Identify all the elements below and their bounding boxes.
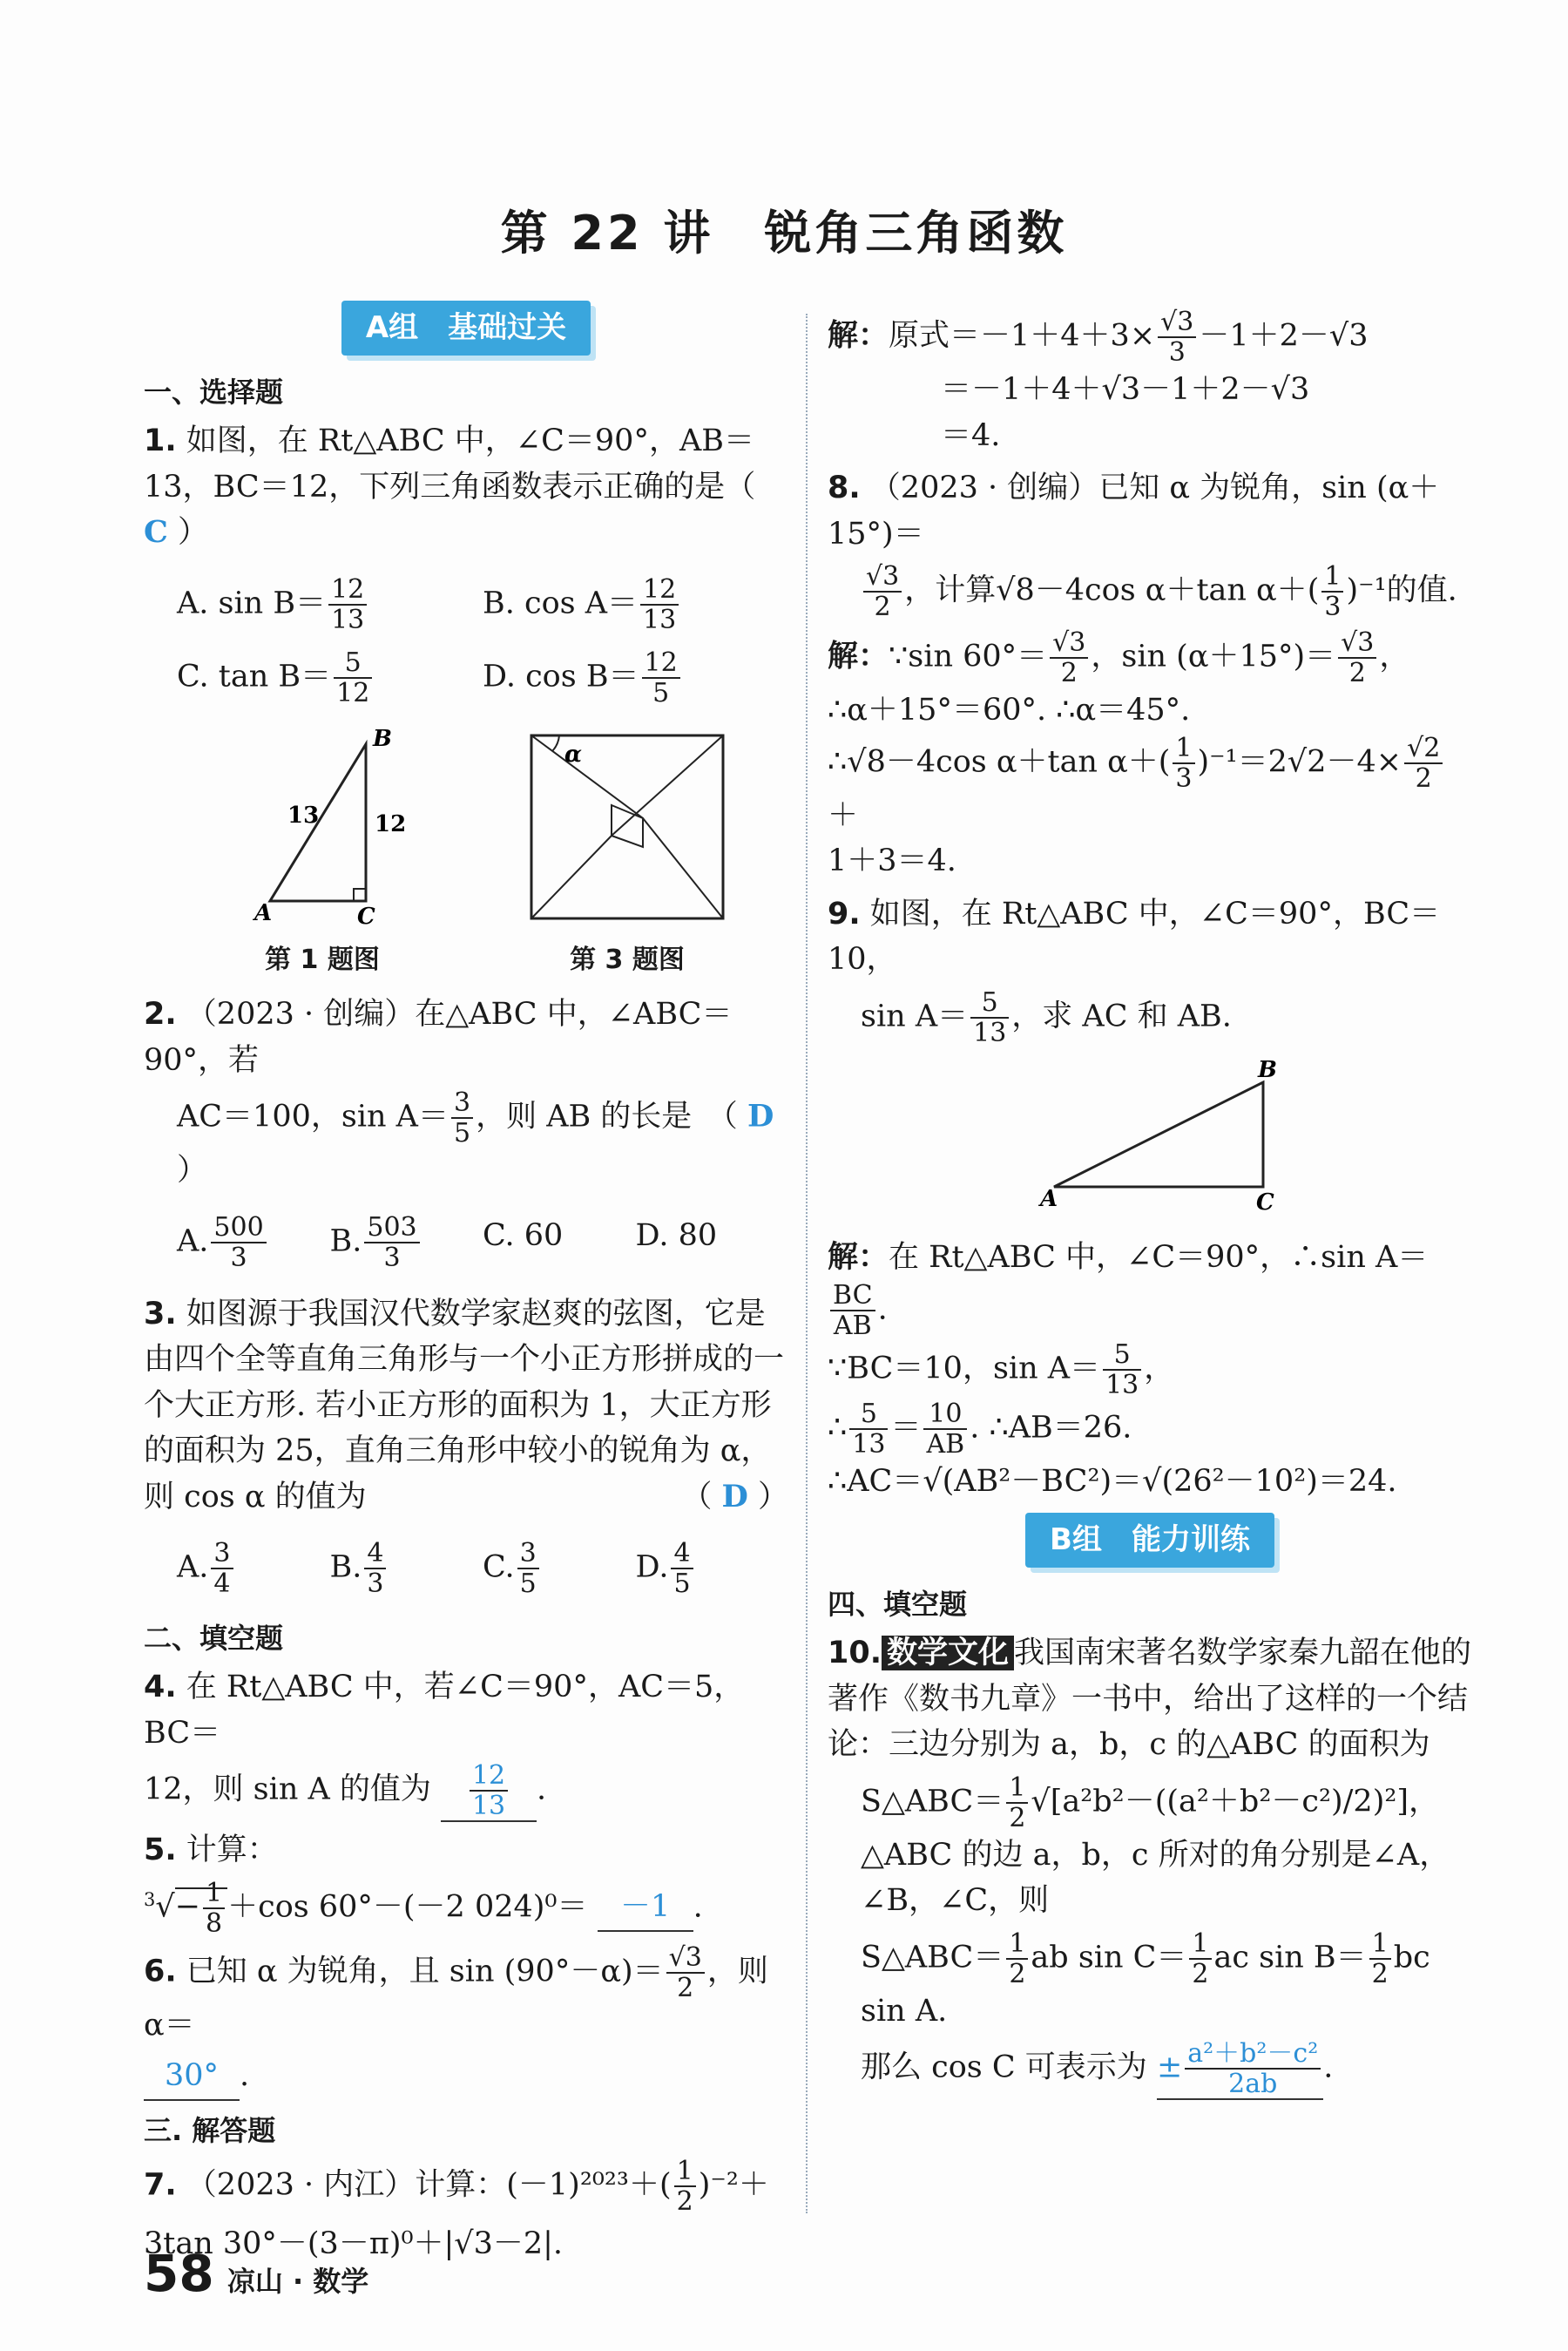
question-4-line2: 12，则 sin A 的值为 $\frac{12}{13}$ .: [144, 1760, 547, 1821]
question-7-line2: 3tan 30°－(3－π)⁰＋|√3－2|.: [144, 2226, 564, 2261]
question-2-line2: AC＝100，sin A＝ $\frac{3}{5}$ ，则 AB 的长是 （ D ）: [177, 1087, 774, 1188]
q3-option-a: A. $\frac{3}{4}$: [177, 1539, 330, 1598]
q1-text: 如图，在 Rt△ABC 中，∠C＝90°，AB＝13，BC＝12，下列三角函数表示正确的是（: [144, 423, 756, 505]
q10-question: 那么 cos C 可表示为 ± $\frac{\text{a²＋b²－c²}}{2ab}$ .: [861, 2038, 1334, 2099]
question-8: 8. （2023 · 创编）已知 α 为锐角，sin (α＋15°)＝: [828, 471, 1440, 552]
question-9: 9. 如图，在 Rt△ABC 中，∠C＝90°，BC＝10，: [828, 896, 1441, 977]
figure-1-caption: 第 1 题图: [265, 945, 380, 975]
q9-solution: 解：在 Rt△ABC 中，∠C＝90°，∴sin A＝ $\frac{BC}{AB}$ . ∵BC＝10，sin A＝ $\frac{5}{13}$ ， ∴ $\frac{5}{13}$ ＝ $\frac{10}{AB}$ . ∴AB＝26. ∴AC＝√(AB²－BC²)＝√(26²－10²)＝24.: [828, 1240, 1429, 1499]
q9-figure: [828, 1056, 1472, 1227]
question-10: 10. 数学文化 我国南宋著名数学家秦九韶在他的著作《数书九章》一书中，给出了这样的一个结论：三边分别为 a，b，c 的△ABC 的面积为: [828, 1636, 1472, 1762]
figure-3-caption: 第 3 题图: [570, 945, 685, 975]
q2-options: [144, 1206, 788, 1279]
q10-answer: ± $\frac{\text{a²＋b²－c²}}{2ab}$: [1157, 2039, 1323, 2100]
q3-options: [144, 1532, 788, 1605]
figure-3-zhao-shuang-diagram: [523, 727, 732, 927]
question-4: 4. 在 Rt△ABC 中，若∠C＝90°，AC＝5，BC＝: [144, 1670, 745, 1751]
q1-option-a: A. sin B＝ $\frac{12}{13}$: [177, 575, 483, 634]
question-8-line2: $\frac{√3}{2}$ ，计算√8－4cos α＋tan α＋( $\frac{1}{3}$ )⁻¹的值.: [828, 562, 1472, 621]
q5-answer: －1: [598, 1884, 693, 1932]
question-6: 6. 已知 α 为锐角，且 sin (90°－α)＝ $\frac{√3}{2}$ ，则 α＝: [144, 1941, 768, 2043]
question-5-expr: $^3$√− $\frac{1}{8}$ ＋cos 60°－(－2 024)⁰＝ －1 .: [144, 1877, 703, 1939]
q2-option-b: B. $\frac{503}{3}$: [330, 1213, 483, 1272]
column-divider: [806, 314, 808, 2213]
q1-option-d: D. cos B＝ $\frac{12}{5}$: [483, 648, 788, 708]
q3-option-b: B. $\frac{4}{3}$: [330, 1539, 483, 1598]
q6-answer: 30°: [144, 2053, 240, 2101]
q3-option-c: C. $\frac{3}{5}$: [483, 1539, 636, 1598]
svg-text:α: α: [564, 741, 583, 768]
page-title: 第 22 讲 锐角三角函数: [500, 206, 1068, 261]
svg-text:A: A: [254, 899, 273, 926]
right-column: [828, 301, 1472, 2105]
svg-text:A: A: [1040, 1185, 1058, 1212]
figure-1: [235, 727, 409, 980]
q10-area: S△ABC＝ $\frac{1}{2}$ ab sin C＝ $\frac{1}{2}$ ac sin B＝ $\frac{1}{2}$ bc sin A.: [861, 1928, 1430, 2029]
svg-text:C: C: [357, 903, 375, 927]
q2-answer: D: [747, 1098, 774, 1135]
page-number-footer: [144, 2244, 368, 2303]
q1-options: [144, 568, 788, 715]
q1-q3-figures: [144, 727, 788, 980]
svg-text:B: B: [1258, 1056, 1277, 1083]
q1-answer: C: [144, 514, 168, 550]
question-9-line2: sin A＝ $\frac{5}{13}$ ，求 AC 和 AB.: [861, 986, 1232, 1048]
q1-option-b: B. cos A＝ $\frac{12}{13}$: [483, 575, 788, 634]
left-column: [144, 301, 788, 2293]
q2-option-a: A. $\frac{500}{3}$: [177, 1213, 330, 1272]
figure-1-triangle: [235, 727, 409, 927]
q3-option-d: D. $\frac{4}{5}$: [636, 1539, 789, 1598]
question-6-line2: 30° .: [144, 2053, 788, 2101]
banner-group-b: B组 能力训练: [1025, 1513, 1274, 1568]
question-1: 1. 如图，在 Rt△ABC 中，∠C＝90°，AB＝13，BC＝12，下列三角函数表示正确的是（ C ）: [144, 423, 756, 550]
page-number: 58: [144, 2244, 214, 2303]
q9-triangle: [1028, 1056, 1281, 1213]
figure-3: [523, 727, 732, 980]
section-solve: 三. 解答题: [144, 2113, 276, 2147]
q1-option-c: C. tan B＝ $\frac{5}{12}$: [177, 648, 483, 708]
section-choice: 一、选择题: [144, 376, 284, 409]
question-7: 7. （2023 · 内江）计算：(－1)²⁰²³＋( $\frac{1}{2}$ )⁻²＋: [144, 2155, 769, 2217]
svg-text:C: C: [1256, 1189, 1274, 1213]
svg-text:B: B: [373, 726, 392, 752]
question-3: 3. 如图源于我国汉代数学家赵爽的弦图，它是由四个全等直角三角形与一个小正方形拼成的一个大正方形. 若小正方形的面积为 1，大正方形的面积为 25，直角三角形中较小的锐角为 α，则 cos α 的值为 （ D ）: [144, 1296, 788, 1514]
math-culture-tag: 数学文化: [882, 1636, 1014, 1670]
book-name: 凉山 · 数学: [226, 2265, 369, 2298]
banner-group-a: A组 基础过关: [341, 301, 591, 356]
q2-option-c: C. 60: [483, 1217, 564, 1253]
section-fill: 二、填空题: [144, 1622, 284, 1655]
section-fill-2: 四、填空题: [828, 1588, 968, 1621]
q3-answer: D: [721, 1478, 748, 1514]
q10-formula: S△ABC＝ $\frac{1}{2}$ √[a²b²－((a²＋b²－c²)/2)²]，△ABC 的边 a，b，c 所对的角分别是∠A，∠B，∠C，则: [861, 1772, 1450, 1918]
svg-text:12: 12: [375, 810, 407, 837]
q8-solution: 解：∵sin 60°＝ $\frac{√3}{2}$ ，sin (α＋15°)＝ $\frac{√3}{2}$ ， ∴α＋15°＝60°. ∴α＝45°. ∴√8－4cos α＋tan α＋( $\frac{1}{3}$ )⁻¹＝2√2－4× $\frac{√2}{2}$ ＋ 1＋3＝4.: [828, 628, 1472, 884]
question-2: 2. （2023 · 创编）在△ABC 中，∠ABC＝90°，若: [144, 997, 733, 1078]
q7-solution: 解：原式＝－1＋4＋3× $\frac{√3}{3}$ －1＋2－√3 ＝－1＋4＋√3－1＋2－√3 ＝4.: [828, 307, 1369, 453]
question-5: 5. 计算：: [144, 1833, 278, 1867]
svg-text:13: 13: [287, 802, 320, 829]
q2-option-d: D. 80: [635, 1217, 718, 1253]
q4-answer: $\frac{12}{13}$: [441, 1761, 537, 1822]
